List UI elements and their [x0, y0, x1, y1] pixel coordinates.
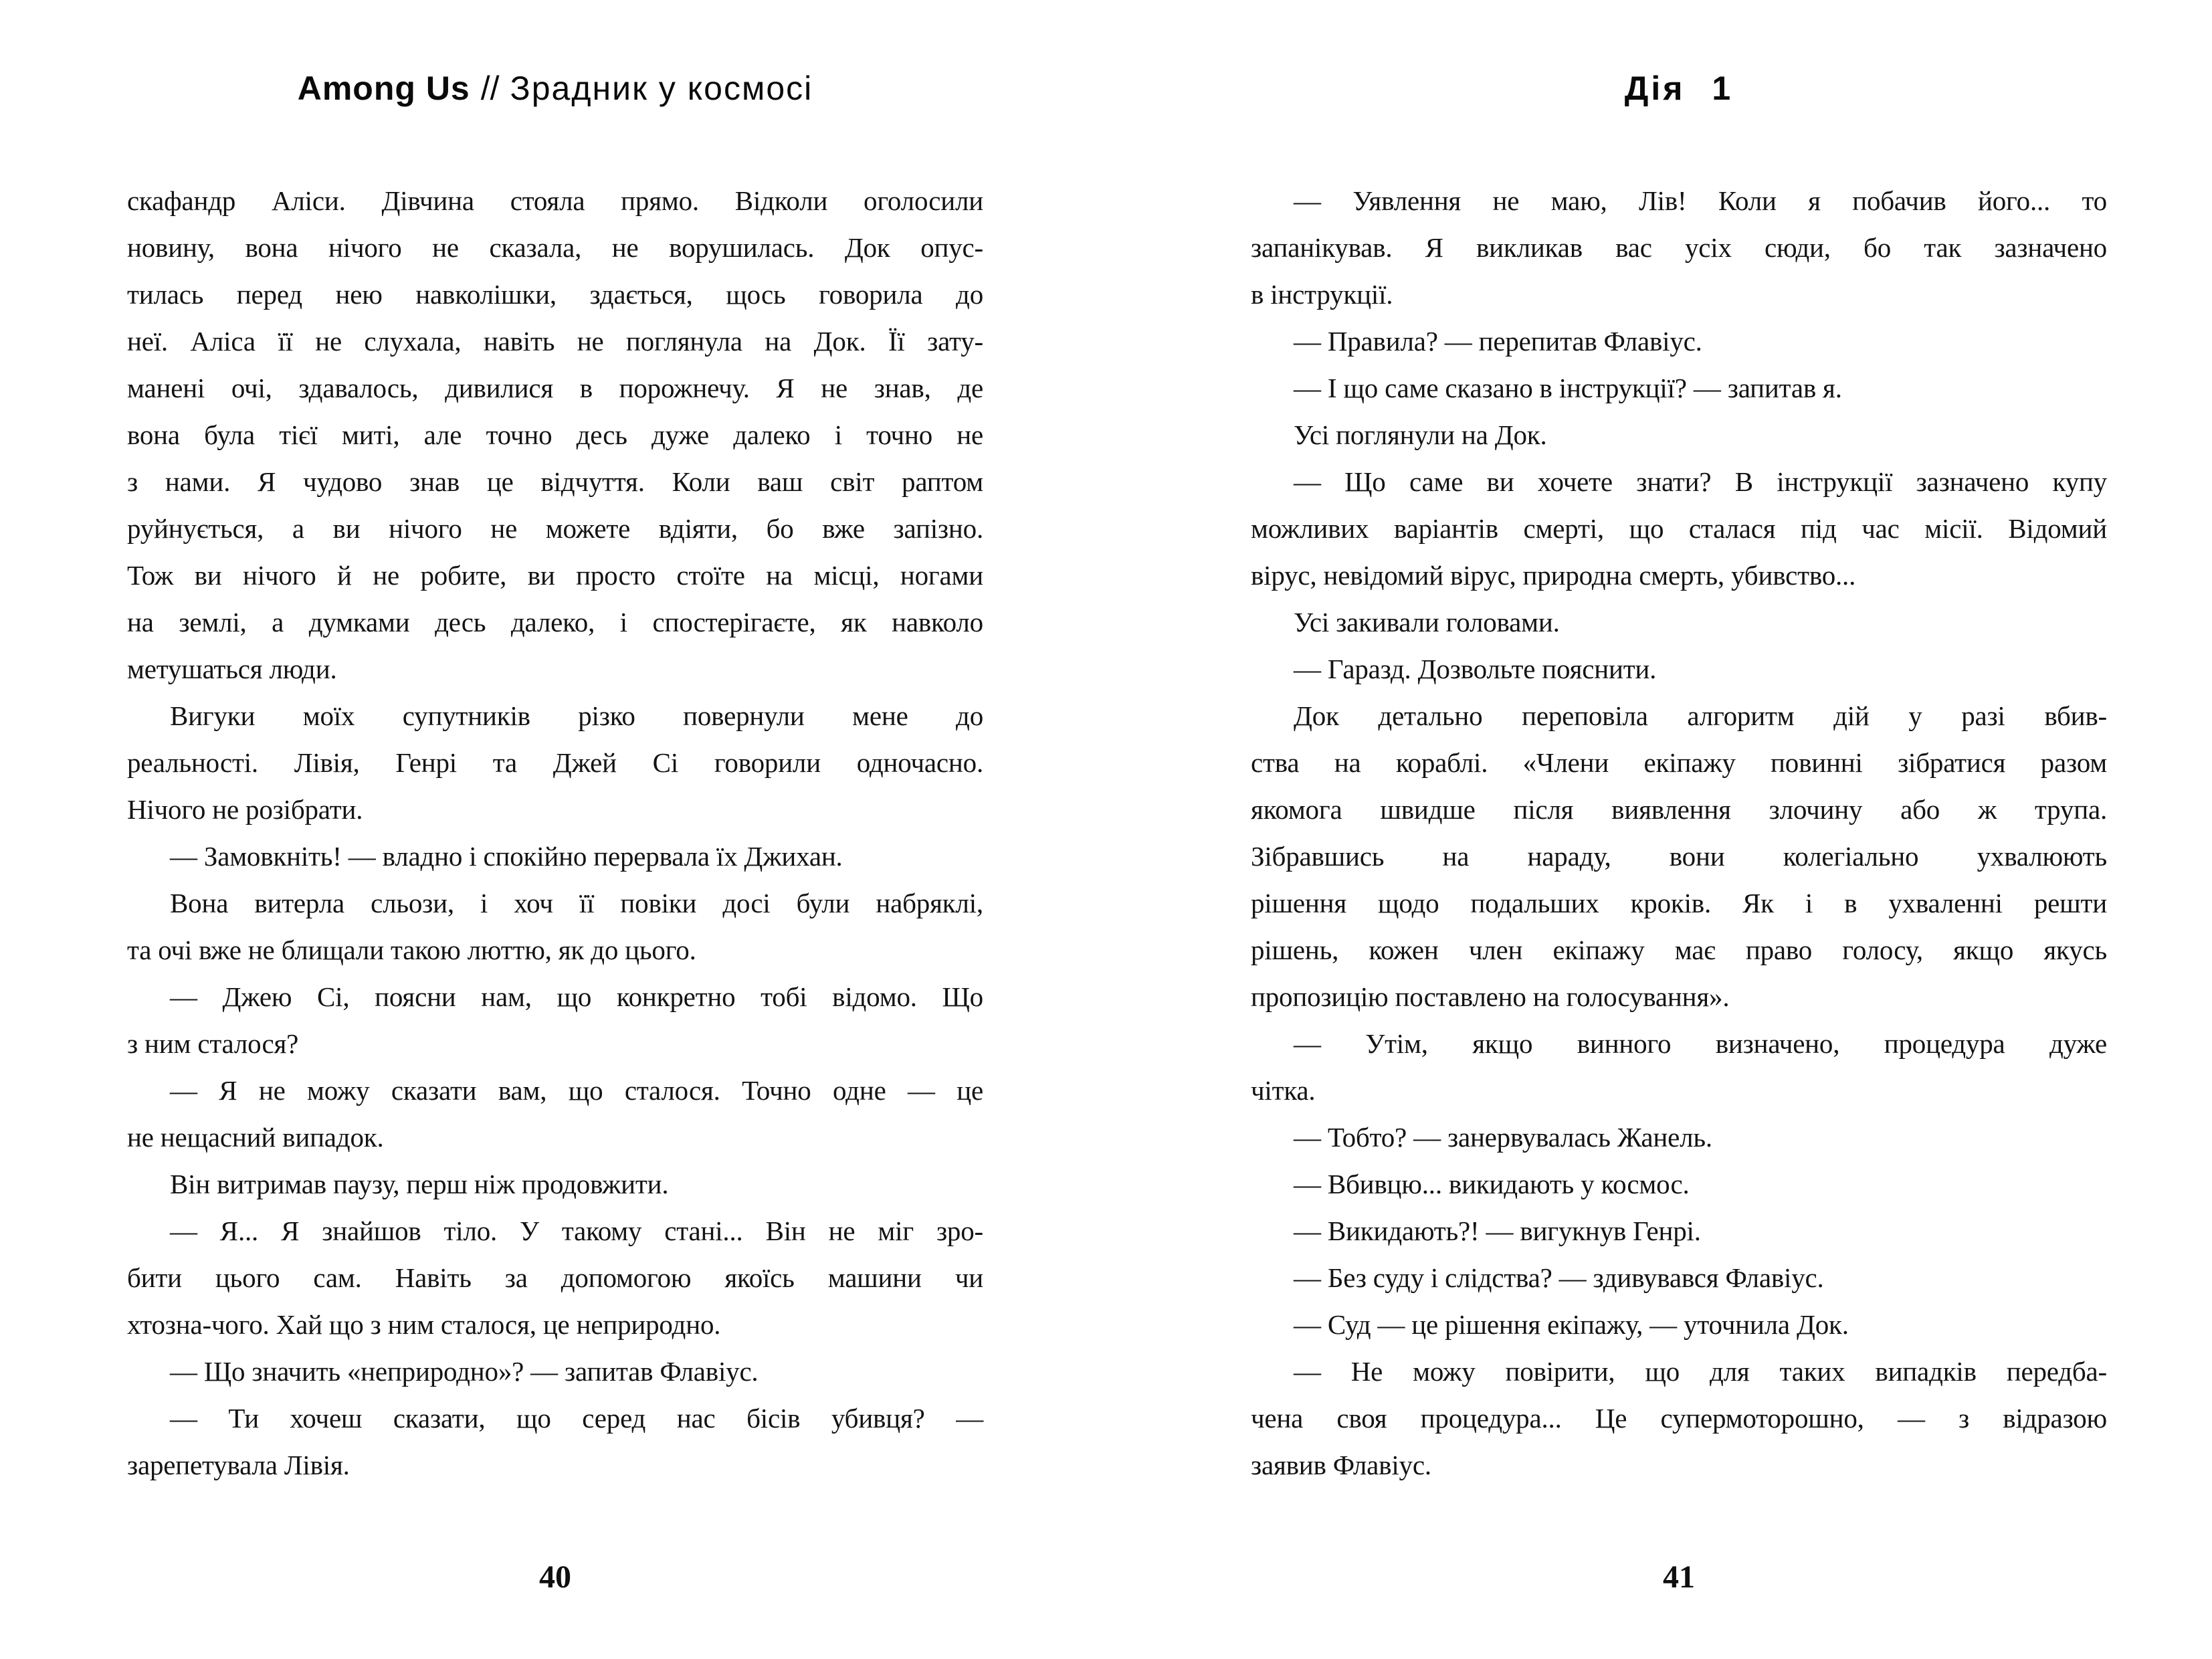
header-brand-text: Among Us [297, 70, 470, 107]
text-line: Вигуки моїх супутників різко повернули мене до [170, 700, 983, 731]
text-line: — Гаразд. Дозвольте пояснити. [1294, 654, 1657, 684]
text-line: чітка. [1251, 1075, 1316, 1106]
text-line: руйнується, а ви нічого не можете вдіяти, бо вже запізно. [127, 513, 983, 544]
text-line: — Що значить «неприродно»? — запитав Флавіус. [170, 1356, 759, 1387]
text-line: Він витримав паузу, перш ніж продовжити. [170, 1169, 669, 1199]
text-line: в інструкції. [1251, 279, 1393, 310]
text-line: бити цього сам. Навіть за допомогою якоїсь машини чи [127, 1262, 983, 1293]
text-line: Нічого не розібрати. [127, 794, 363, 825]
text-line: заявив Флавіус. [1251, 1450, 1431, 1480]
text-line: — Не можу повірити, що для таких випадків передба- [1294, 1356, 2107, 1387]
right-page-body [1251, 177, 2107, 1488]
text-line: — Правила? — перепитав Флавіус. [1294, 326, 1702, 357]
text-line: — Без суду і слідства? — здивувався Флавіус. [1294, 1262, 1824, 1293]
page-number-left: 40 [539, 1559, 571, 1595]
text-line: — Джею Сі, поясни нам, що конкретно тобі відомо. Що [170, 981, 983, 1012]
text-line: Усі поглянули на Док. [1294, 419, 1547, 450]
text-line: вірус, невідомий вірус, природна смерть, убивство... [1251, 560, 1856, 591]
text-line: зарепетувала Лівія. [127, 1450, 350, 1480]
text-line: — Замовкніть! — владно і спокійно перервала їх Джихан. [170, 841, 843, 872]
text-line: запанікував. Я викликав вас усіх сюди, бо так зазначено [1251, 232, 2107, 263]
text-line: — Утім, якщо винного визначено, процедура дуже [1294, 1028, 2107, 1059]
text-line: Зібравшись на нараду, вони колегіально ухвалюють [1251, 841, 2107, 872]
header-separator: // [480, 70, 500, 107]
text-line: Усі закивали головами. [1294, 607, 1560, 638]
running-header-right [1251, 70, 2107, 107]
text-line: манені очі, здавалось, дивилися в порожнечу. Я не знав, де [127, 373, 983, 403]
text-line: рішень, кожен член екіпажу має право голосу, якщо якусь [1251, 935, 2107, 965]
text-line: не нещасний випадок. [127, 1122, 384, 1153]
text-line: Вона витерла сльози, і хоч її повіки досі були набряклі, [170, 888, 983, 918]
text-line: метушаться люди. [127, 654, 337, 684]
text-line: новину, вона нічого не сказала, не ворушилась. Док опус- [127, 232, 983, 263]
running-header-left [127, 70, 983, 107]
text-line: ства на кораблі. «Члени екіпажу повинні зібратися разом [1251, 747, 2107, 778]
text-line: — Вбивцю... викидають у космос. [1294, 1169, 1690, 1199]
text-line: скафандр Аліси. Дівчина стояла прямо. Відколи оголосили [127, 185, 983, 216]
text-line: Тож ви нічого й не робите, ви просто стоїте на місці, ногами [127, 560, 983, 591]
text-line: з нами. Я чудово знав це відчуття. Коли ваш світ раптом [127, 466, 983, 497]
text-line: на землі, а думками десь далеко, і спостерігаєте, як навколо [127, 607, 983, 638]
text-line: — Я не можу сказати вам, що сталося. Точно одне — це [170, 1075, 983, 1106]
text-line: тилась перед нею навколішки, здається, щось говорила до [127, 279, 983, 310]
text-line: — Уявлення не маю, Лів! Коли я побачив його... то [1294, 185, 2107, 216]
page-number-right: 41 [1663, 1559, 1695, 1595]
text-line: пропозицію поставлено на голосування». [1251, 981, 1730, 1012]
right-page [1106, 0, 2212, 1659]
text-line: — Ти хочеш сказати, що серед нас бісів убивця? — [170, 1403, 983, 1434]
text-line: чена своя процедура... Це супермоторошно, — з відразою [1251, 1403, 2107, 1434]
text-line: — Що саме ви хочете знати? В інструкції зазначено купу [1294, 466, 2107, 497]
left-page-body [127, 177, 983, 1488]
header-act-label: Дія 1 [1624, 70, 1734, 107]
text-line: реальності. Лівія, Генрі та Джей Сі говорили одночасно. [127, 747, 983, 778]
text-line: та очі вже не блищали такою люттю, як до цього. [127, 935, 696, 965]
text-line: неї. Аліса її не слухала, навіть не поглянула на Док. Її зату- [127, 326, 983, 357]
text-line: — І що саме сказано в інструкції? — запитав я. [1294, 373, 1842, 403]
text-line: Док детально переповіла алгоритм дій у разі вбив- [1294, 700, 2107, 731]
text-line: — Тобто? — занервувалась Жанель. [1294, 1122, 1712, 1153]
text-line: вона була тієї миті, але точно десь дуже далеко і точно не [127, 419, 983, 450]
text-line: — Суд — це рішення екіпажу, — уточнила Док. [1294, 1309, 1849, 1340]
text-line: рішення щодо подальших кроків. Як і в ухваленні решти [1251, 888, 2107, 918]
text-line: — Я... Я знайшов тіло. У такому стані... Він не міг зро- [170, 1215, 983, 1246]
text-line: хтозна-чого. Хай що з ним сталося, це неприродно. [127, 1309, 721, 1340]
text-line: з ним сталося? [127, 1028, 299, 1059]
header-book-title: Зрадник у космосі [510, 70, 813, 107]
text-line: якомога швидше після виявлення злочину або ж трупа. [1251, 794, 2107, 825]
text-line: — Викидають?! — вигукнув Генрі. [1294, 1215, 1701, 1246]
text-line: можливих варіантів смерті, що сталася під час місії. Відомий [1251, 513, 2107, 544]
